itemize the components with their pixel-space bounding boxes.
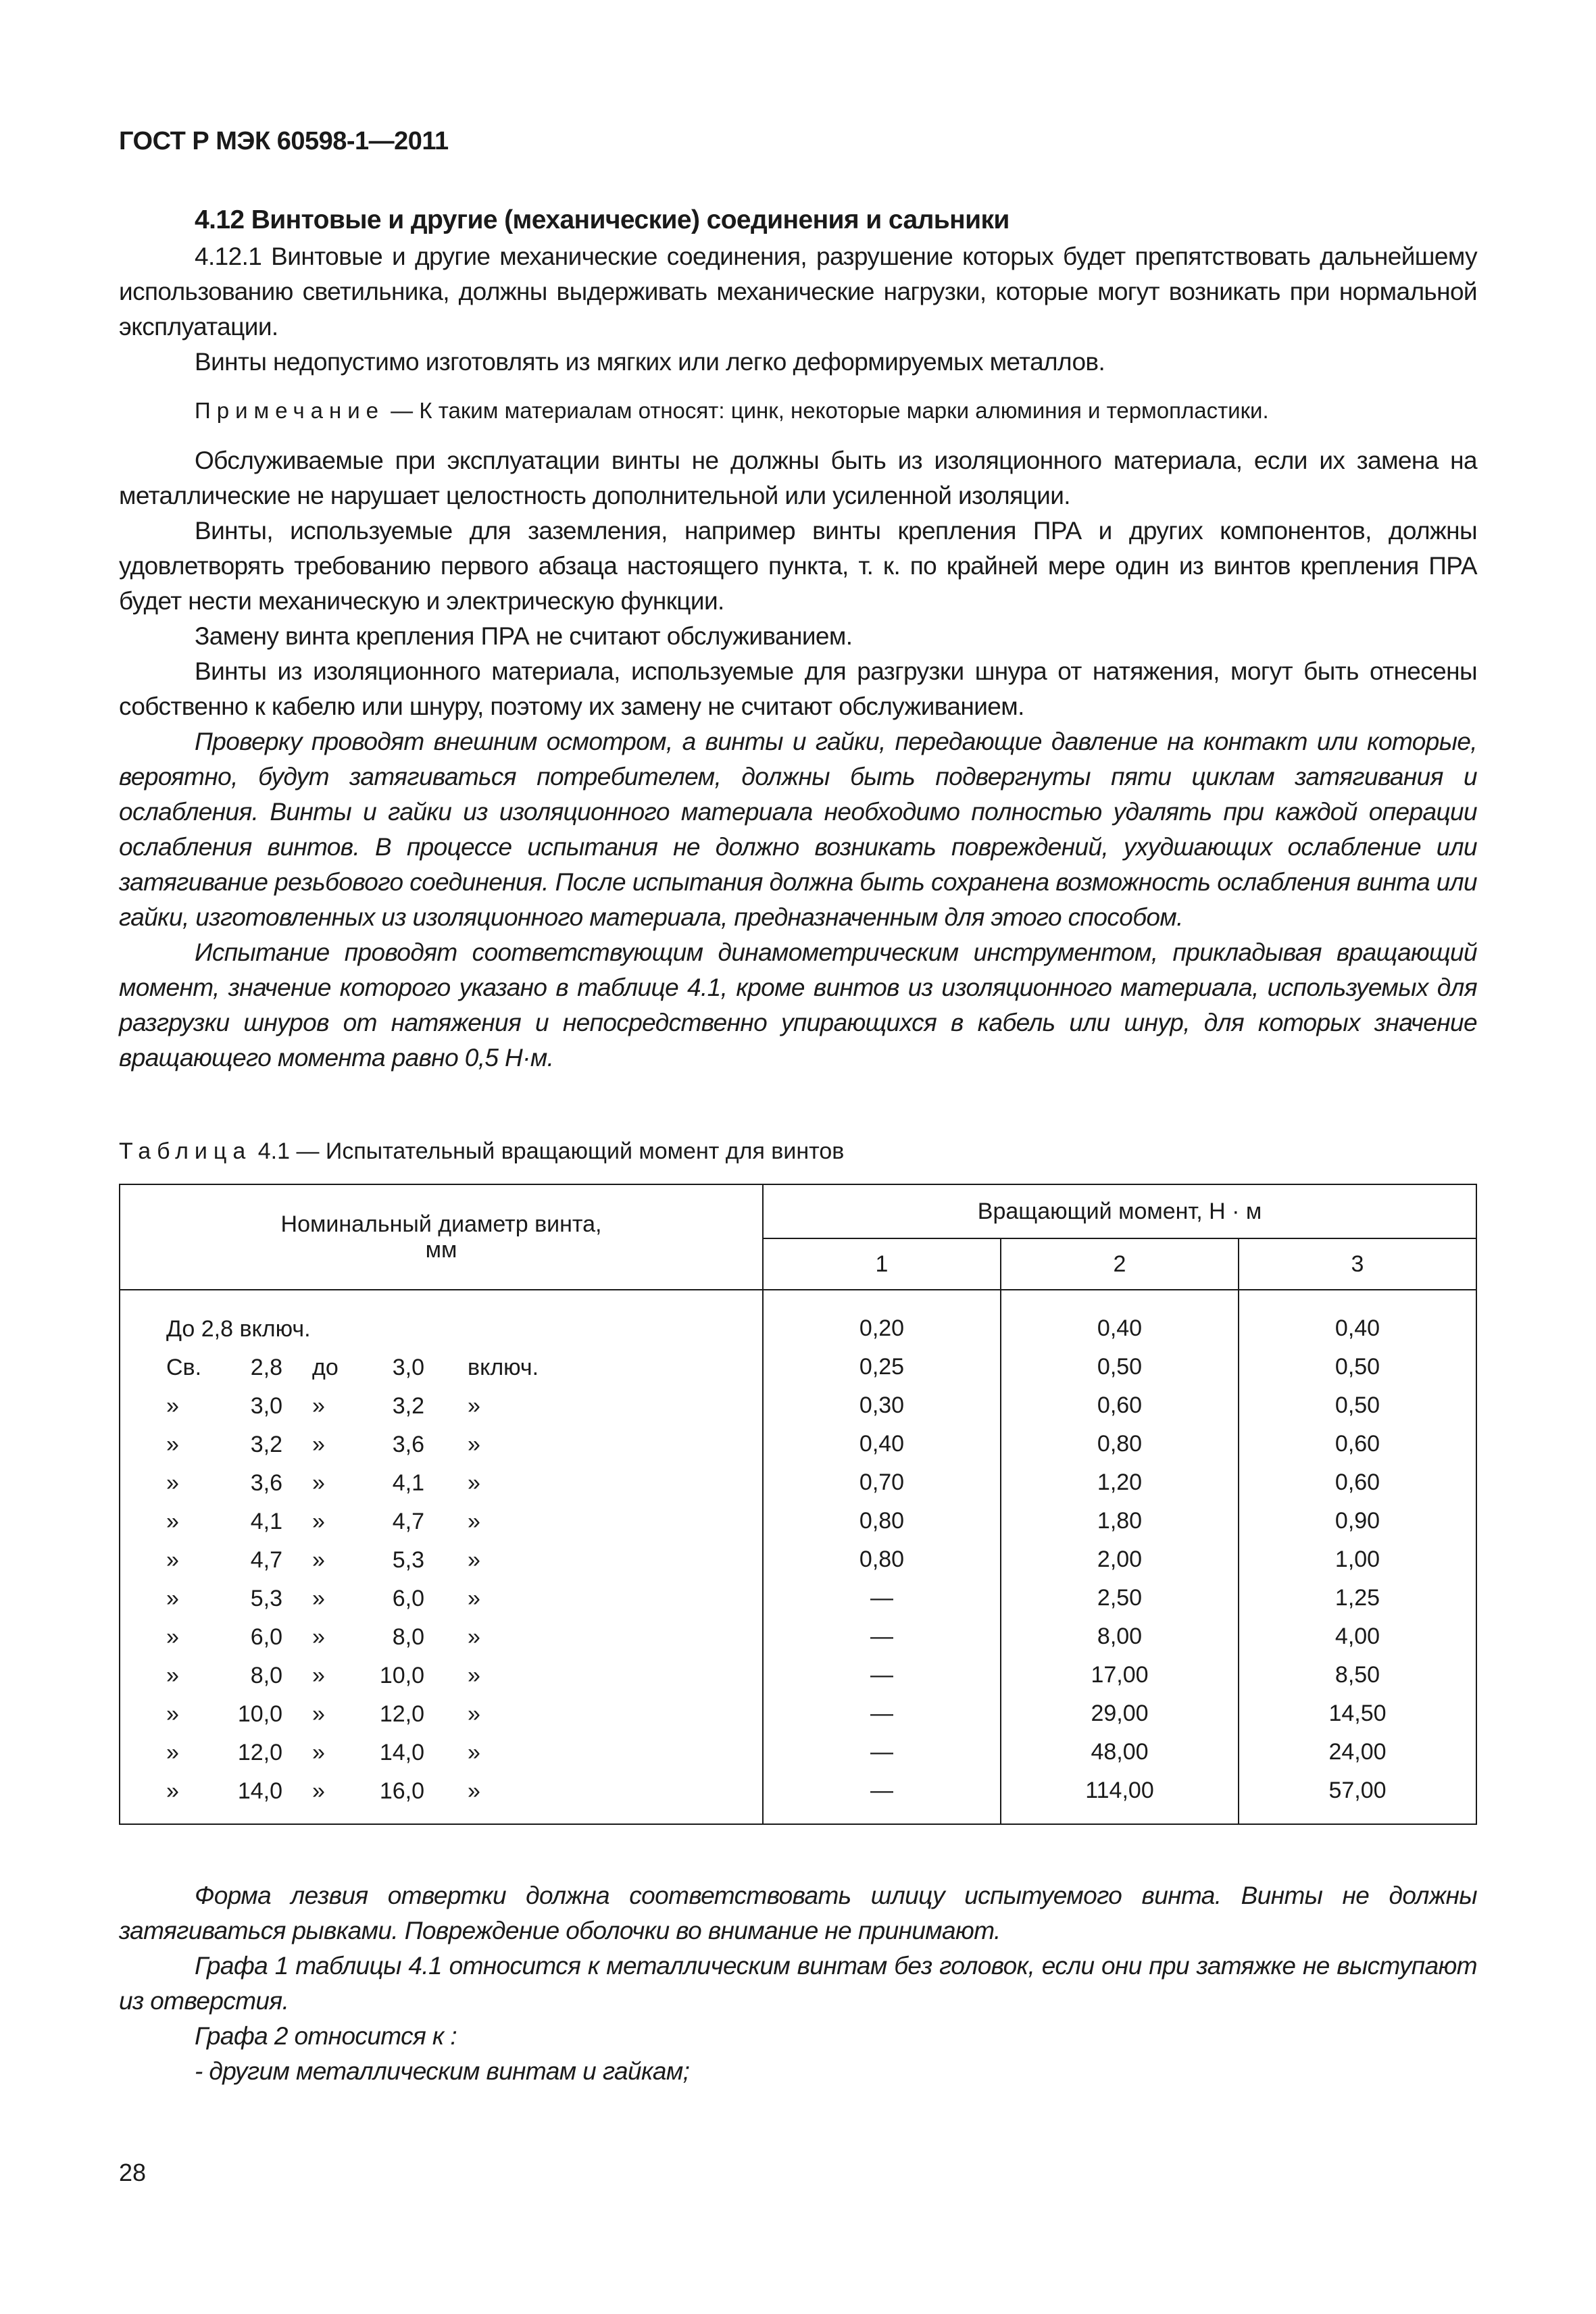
diameter-part-b: 4,7 — [250, 1546, 282, 1573]
cell-torque-col-1: 0,80 — [763, 1502, 1001, 1540]
diameter-part-b: 2,8 — [250, 1354, 282, 1380]
standard-header: ГОСТ Р МЭК 60598-1—2011 — [119, 127, 449, 155]
section-body — [119, 203, 1477, 1076]
paragraph-soft-metals: Винты недопустимо изготовлять из мягких или легко деформируемых металлов. — [195, 348, 1105, 376]
section-heading: 4.12 Винтовые и другие (механические) соединения и сальники — [195, 205, 1009, 234]
table-caption-text: 4.1 — Испытательный вращающий момент для винтов — [251, 1138, 845, 1164]
cell-diameter — [120, 1386, 763, 1425]
diameter-part-c: » — [312, 1585, 325, 1611]
diameter-range — [120, 1393, 762, 1419]
cell-diameter — [120, 1771, 763, 1824]
cell-torque-col-2: 0,50 — [1001, 1348, 1239, 1386]
cell-torque-col-2: 0,60 — [1001, 1386, 1239, 1425]
header-diameter — [120, 1184, 763, 1290]
paragraph-column-2-item: - другим металлическим винтам и гайкам; — [195, 2057, 690, 2085]
diameter-range — [120, 1586, 762, 1611]
diameter-part-e: » — [468, 1431, 480, 1457]
diameter-part-a: » — [166, 1778, 179, 1804]
paragraph-column-1: Графа 1 таблицы 4.1 относится к металлическим винтам без головок, если они при затяжке не выступают из отверстия. — [119, 1952, 1477, 2015]
cell-torque-col-2: 0,80 — [1001, 1425, 1239, 1463]
cell-torque-col-2: 1,20 — [1001, 1463, 1239, 1502]
cell-torque-col-1: — — [763, 1656, 1001, 1694]
diameter-part-a: » — [166, 1431, 179, 1457]
diameter-part-e: » — [468, 1624, 480, 1650]
table-row — [120, 1290, 1476, 1348]
cell-torque-col-2: 1,80 — [1001, 1502, 1239, 1540]
cell-diameter — [120, 1579, 763, 1617]
cell-torque-col-1: 0,30 — [763, 1386, 1001, 1425]
diameter-part-a: » — [166, 1508, 179, 1534]
diameter-range — [120, 1701, 762, 1727]
diameter-part-e: » — [468, 1508, 480, 1534]
diameter-part-d: 3,2 — [392, 1392, 424, 1419]
diameter-part-d: 3,6 — [392, 1431, 424, 1457]
diameter-range — [120, 1547, 762, 1573]
diameter-range — [120, 1316, 762, 1342]
torque-table-body — [120, 1290, 1476, 1824]
cell-diameter — [120, 1502, 763, 1540]
cell-torque-col-3: 0,60 — [1239, 1425, 1476, 1463]
paragraph-test-method: Испытание проводят соответствующим динамометрическим инструментом, прикладывая вращающий момент, значение которого указано в таблице 4.1, кроме винтов из изоляционного материала, используемых для разгрузки шнуров от натяжения и непосредственно упирающихся в кабель или шнур, для которых значение вращающего момента равно 0,5 Н·м. — [119, 938, 1477, 1072]
diameter-part-c: » — [312, 1469, 325, 1496]
diameter-part-e: » — [468, 1778, 480, 1804]
cell-torque-col-1: — — [763, 1694, 1001, 1733]
cell-torque-col-2: 114,00 — [1001, 1771, 1239, 1824]
diameter-part-a: » — [166, 1739, 179, 1765]
note-text: — К таким материалам относят: цинк, некоторые марки алюминия и термопластики. — [384, 398, 1269, 423]
table-row — [120, 1386, 1476, 1425]
cell-torque-col-1: — — [763, 1617, 1001, 1656]
cell-diameter — [120, 1425, 763, 1463]
cell-torque-col-3: 0,60 — [1239, 1463, 1476, 1502]
diameter-part-e: » — [468, 1546, 480, 1573]
diameter-part-e: » — [468, 1585, 480, 1611]
cell-torque-col-3: 0,40 — [1239, 1290, 1476, 1348]
note-label: Примечание — [195, 398, 385, 423]
header-diameter-line1: Номинальный диаметр винта, — [280, 1211, 602, 1237]
diameter-part-c: » — [312, 1778, 325, 1804]
cell-torque-col-3: 14,50 — [1239, 1694, 1476, 1733]
table-row — [120, 1463, 1476, 1502]
cell-torque-col-2: 2,00 — [1001, 1540, 1239, 1579]
cell-diameter — [120, 1617, 763, 1656]
diameter-part-c: » — [312, 1662, 325, 1688]
cell-diameter — [120, 1733, 763, 1771]
paragraph-4-12-1: 4.12.1 Винтовые и другие механические соединения, разрушение которых будет препятствовать дальнейшему использованию светильника, должны выдерживать механические нагрузки, которые могут возникать при нормальной эксплуатации. — [119, 243, 1477, 341]
diameter-part-b: 3,2 — [250, 1431, 282, 1457]
header-torque: Вращающий момент, Н · м — [763, 1184, 1476, 1238]
diameter-part-c: » — [312, 1431, 325, 1457]
diameter-part-d: 10,0 — [379, 1662, 424, 1688]
table-row — [120, 1733, 1476, 1771]
cell-torque-col-3: 1,25 — [1239, 1579, 1476, 1617]
torque-table — [119, 1184, 1477, 1825]
cell-torque-col-1: — — [763, 1733, 1001, 1771]
diameter-part-d: 8,0 — [392, 1624, 424, 1650]
paragraph-insulating-screws: Винты из изоляционного материала, используемые для разгрузки шнура от натяжения, могут быть отнесены собственно к кабелю или шнуру, поэтому их замену не считают обслуживанием. — [119, 657, 1477, 720]
diameter-part-e: » — [468, 1701, 480, 1727]
diameter-part-c: до — [312, 1354, 339, 1380]
diameter-part-e: включ. — [468, 1354, 539, 1380]
diameter-part-d: 12,0 — [379, 1701, 424, 1727]
diameter-part-a: » — [166, 1701, 179, 1727]
cell-torque-col-3: 24,00 — [1239, 1733, 1476, 1771]
diameter-part-d: 4,1 — [392, 1469, 424, 1496]
diameter-part-a: » — [166, 1662, 179, 1688]
diameter-part-a: » — [166, 1392, 179, 1419]
cell-diameter — [120, 1694, 763, 1733]
diameter-part-e: » — [468, 1469, 480, 1496]
diameter-range — [120, 1624, 762, 1650]
diameter-range — [120, 1778, 762, 1804]
diameter-part-d: 14,0 — [379, 1739, 424, 1765]
table-row — [120, 1694, 1476, 1733]
cell-torque-col-2: 0,40 — [1001, 1290, 1239, 1348]
cell-diameter — [120, 1348, 763, 1386]
header-diameter-line2: мм — [425, 1237, 457, 1263]
cell-diameter — [120, 1463, 763, 1502]
diameter-range — [120, 1355, 762, 1380]
paragraph-column-2: Графа 2 относится к : — [195, 2022, 457, 2050]
cell-torque-col-3: 0,50 — [1239, 1348, 1476, 1386]
cell-torque-col-1: — — [763, 1579, 1001, 1617]
table-caption-label: Таблица — [119, 1138, 252, 1164]
table-row — [120, 1502, 1476, 1540]
diameter-part-b: 8,0 — [250, 1662, 282, 1688]
diameter-part-b: 14,0 — [237, 1778, 282, 1804]
diameter-part-c: » — [312, 1701, 325, 1727]
paragraph-earthing-screws: Винты, используемые для заземления, например винты крепления ПРА и других компонентов, должны удовлетворять требованию первого абзаца настоящего пункта, т. к. по крайней мере один из винтов крепления ПРА будет нести механическую и электрическую функции. — [119, 517, 1477, 615]
diameter-part-a: » — [166, 1585, 179, 1611]
diameter-part-a: » — [166, 1624, 179, 1650]
diameter-part-b: 5,3 — [250, 1585, 282, 1611]
diameter-range — [120, 1740, 762, 1765]
paragraph-ballast-screw: Замену винта крепления ПРА не считают обслуживанием. — [195, 622, 853, 650]
diameter-part-b: 12,0 — [237, 1739, 282, 1765]
diameter-part-b: 6,0 — [250, 1624, 282, 1650]
cell-torque-col-3: 0,90 — [1239, 1502, 1476, 1540]
note — [119, 393, 1477, 428]
cell-torque-col-3: 8,50 — [1239, 1656, 1476, 1694]
header-col-2: 2 — [1001, 1238, 1239, 1290]
diameter-part-full: До 2,8 включ. — [166, 1315, 311, 1342]
cell-torque-col-1: 0,70 — [763, 1463, 1001, 1502]
cell-torque-col-1: 0,20 — [763, 1290, 1001, 1348]
header-col-3: 3 — [1239, 1238, 1476, 1290]
cell-torque-col-3: 1,00 — [1239, 1540, 1476, 1579]
diameter-part-d: 16,0 — [379, 1778, 424, 1804]
page-number: 28 — [119, 2159, 147, 2186]
cell-torque-col-2: 8,00 — [1001, 1617, 1239, 1656]
diameter-part-a: » — [166, 1546, 179, 1573]
header-col-1: 1 — [763, 1238, 1001, 1290]
diameter-part-b: 3,0 — [250, 1392, 282, 1419]
cell-torque-col-1: 0,80 — [763, 1540, 1001, 1579]
diameter-part-a: Св. — [166, 1354, 202, 1380]
paragraph-inspection: Проверку проводят внешним осмотром, а винты и гайки, передающие давление на контакт или которые, вероятно, будут затягиваться потребителем, должны быть подвергнуты пяти циклам затягивания и ослабления. Винты и гайки из изоляционного материала необходимо полностью удалять при каждой операции ослабления винтов. В процессе испытания не должно возникать повреждений, ухудшающих ослабление или затягивание резьбового соединения. После испытания должна быть сохранена возможность ослабления винта или гайки, изготовленных из изоляционного материала, предназначенным для этого способом. — [119, 728, 1477, 931]
diameter-part-d: 5,3 — [392, 1546, 424, 1573]
cell-torque-col-3: 57,00 — [1239, 1771, 1476, 1824]
torque-table-wrapper — [119, 1184, 1476, 1825]
diameter-range — [120, 1663, 762, 1688]
diameter-part-b: 3,6 — [250, 1469, 282, 1496]
table-row — [120, 1540, 1476, 1579]
cell-torque-col-2: 48,00 — [1001, 1733, 1239, 1771]
table-row — [120, 1425, 1476, 1463]
cell-diameter — [120, 1290, 763, 1348]
table-row — [120, 1579, 1476, 1617]
after-table-text — [119, 1878, 1477, 2089]
diameter-part-d: 6,0 — [392, 1585, 424, 1611]
cell-torque-col-3: 4,00 — [1239, 1617, 1476, 1656]
cell-torque-col-1: 0,25 — [763, 1348, 1001, 1386]
cell-diameter — [120, 1656, 763, 1694]
paragraph-blade-shape: Форма лезвия отвертки должна соответствовать шлицу испытуемого винта. Винты не должны затягиваться рывками. Повреждение оболочки во внимание не принимают. — [119, 1882, 1477, 1944]
diameter-range — [120, 1509, 762, 1534]
table-row — [120, 1771, 1476, 1824]
diameter-part-d: 4,7 — [392, 1508, 424, 1534]
diameter-part-e: » — [468, 1392, 480, 1419]
diameter-part-c: » — [312, 1739, 325, 1765]
cell-torque-col-1: 0,40 — [763, 1425, 1001, 1463]
paragraph-serviced-screws: Обслуживаемые при эксплуатации винты не должны быть из изоляционного материала, если их замена на металлические не нарушает целостность дополнительной или усиленной изоляции. — [119, 447, 1477, 509]
cell-torque-col-1: — — [763, 1771, 1001, 1824]
diameter-range — [120, 1470, 762, 1496]
diameter-part-c: » — [312, 1392, 325, 1419]
table-caption — [119, 1138, 844, 1165]
diameter-part-c: » — [312, 1508, 325, 1534]
cell-torque-col-2: 17,00 — [1001, 1656, 1239, 1694]
diameter-part-a: » — [166, 1469, 179, 1496]
cell-torque-col-3: 0,50 — [1239, 1386, 1476, 1425]
cell-torque-col-2: 2,50 — [1001, 1579, 1239, 1617]
diameter-part-c: » — [312, 1546, 325, 1573]
cell-torque-col-2: 29,00 — [1001, 1694, 1239, 1733]
diameter-part-c: » — [312, 1624, 325, 1650]
table-row — [120, 1617, 1476, 1656]
diameter-part-b: 4,1 — [250, 1508, 282, 1534]
diameter-part-b: 10,0 — [237, 1701, 282, 1727]
table-row — [120, 1656, 1476, 1694]
table-row — [120, 1348, 1476, 1386]
cell-diameter — [120, 1540, 763, 1579]
diameter-part-d: 3,0 — [392, 1354, 424, 1380]
diameter-part-e: » — [468, 1739, 480, 1765]
diameter-part-e: » — [468, 1662, 480, 1688]
diameter-range — [120, 1432, 762, 1457]
